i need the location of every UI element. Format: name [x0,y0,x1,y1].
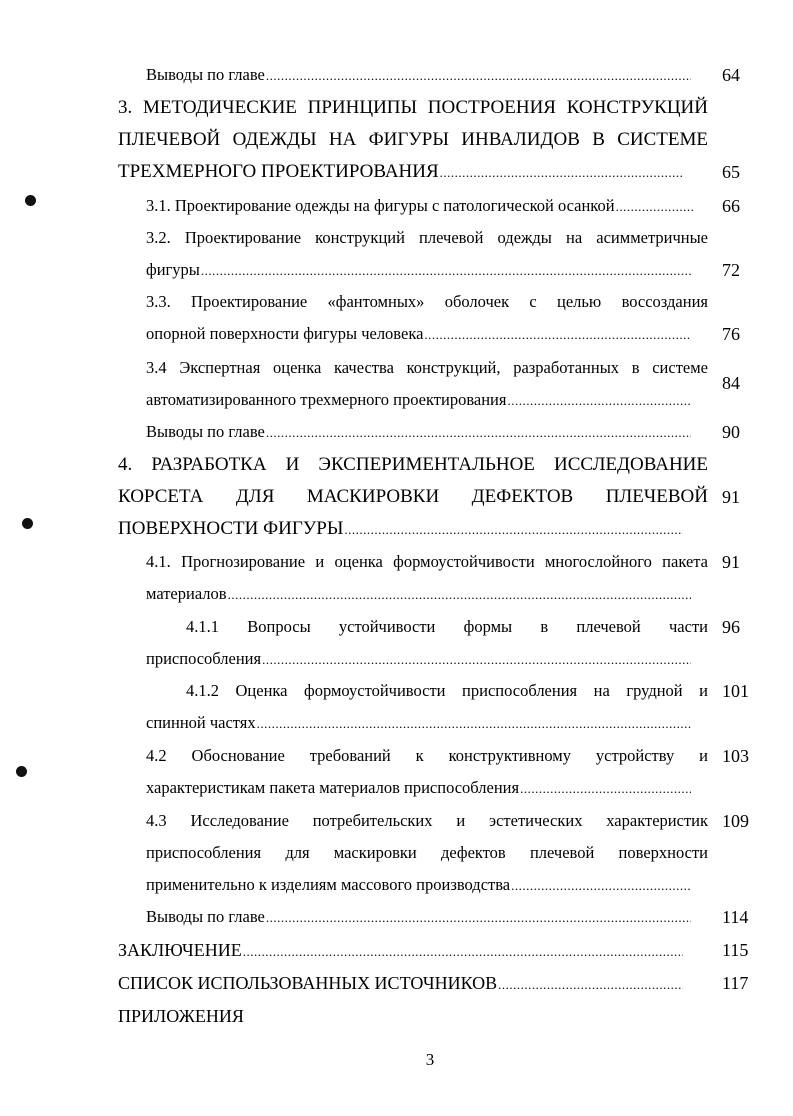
toc-section-4-1-1-line-2 [146,643,691,675]
toc-entry-text: опорной поверхности фигуры человека [146,324,424,343]
page-number: 3 [425,1050,435,1069]
toc-page-number: 84 [722,373,740,393]
toc-entry-text: ПОВЕРХНОСТИ ФИГУРЫ [118,518,344,539]
dot-leader [262,644,691,676]
toc-section-4-1-line-2 [146,578,691,610]
toc-entry-text: Выводы по главе [146,422,265,441]
dot-leader [266,417,691,449]
toc-entry-text: спинной частях [146,713,256,732]
dot-leader [440,157,683,189]
toc-section-3-4-line-2 [146,384,691,416]
dot-leader [511,870,691,902]
toc-page-number: 109 [722,811,749,831]
toc-entry-text: характеристикам пакета материалов приспособления [146,778,520,797]
dot-leader [266,60,691,92]
toc-page-number: 103 [722,746,749,766]
toc-section-4-2-line-2 [146,772,691,804]
toc-entry-conclusion [118,934,683,966]
toc-entry-text: ТРЕХМЕРНОГО ПРОЕКТИРОВАНИЯ [118,161,439,182]
toc-page-number: 76 [722,324,740,344]
toc-section-4-1-2-line-1: 4.1.2 Оценка формоустойчивости приспособления на грудной и [186,681,708,700]
toc-chapter-3-line-1: 3. МЕТОДИЧЕСКИЕ ПРИНЦИПЫ ПОСТРОЕНИЯ КОНСТРУКЦИЙ [118,97,708,118]
toc-page-number: 115 [722,940,749,960]
toc-entry-text: приспособления [146,649,262,668]
toc-chapter-4-line-1: 4. РАЗРАБОТКА И ЭКСПЕРИМЕНТАЛЬНОЕ ИССЛЕДОВАНИЕ [118,454,708,475]
toc-entry-text: Выводы по главе [146,907,265,926]
dot-leader [201,255,691,287]
toc-page-number: 91 [722,487,740,507]
toc-entry-text: Выводы по главе [146,65,265,84]
toc-chapter-4-line-3 [118,513,683,545]
toc-entry-text: применительно к изделиям массового производства [146,875,511,894]
toc-page-number: 117 [722,973,749,993]
toc-page-number: 66 [722,196,740,216]
toc-page-number: 65 [722,162,740,182]
toc-section-3-2-line-2 [146,254,691,286]
toc-section-4-1-2-line-2 [146,707,691,739]
toc-page-number: 101 [722,681,749,701]
toc-entry-conclusions-ch4 [146,901,691,933]
binder-hole-mark [25,195,36,206]
toc-entry-text: автоматизированного трехмерного проектирования [146,390,507,409]
binder-hole-mark [16,766,27,777]
toc-page-number: 64 [722,65,740,85]
toc-chapter-3-line-2: ПЛЕЧЕВОЙ ОДЕЖДЫ НА ФИГУРЫ ИНВАЛИДОВ В СИСТЕМЕ [118,129,708,150]
toc-section-3-1 [146,190,694,222]
toc-entry-text: материалов [146,584,227,603]
toc-page-number: 90 [722,422,740,442]
toc-section-4-1-line-1: 4.1. Прогнозирование и оценка формоустойчивости многослойного пакета [146,552,708,571]
toc-entry-text: 3.1. Проектирование одежды на фигуры с патологической осанкой [146,196,615,215]
toc-page-number: 91 [722,552,740,572]
toc-section-3-3-line-2 [146,318,691,350]
dot-leader [243,936,683,968]
toc-section-3-3-line-1: 3.3. Проектирование «фантомных» оболочек с целью воссоздания [146,292,708,311]
dot-leader [344,514,683,546]
toc-section-4-3-line-1: 4.3 Исследование потребительских и эстетических характеристик [146,811,708,830]
dot-leader [520,773,691,805]
toc-page-number: 114 [722,907,749,927]
toc-entry-conclusions-ch3 [146,416,691,448]
dot-leader [257,708,691,740]
toc-section-3-2-line-1: 3.2. Проектирование конструкций плечевой одежды на асимметричные [146,228,708,247]
toc-section-4-2-line-1: 4.2 Обоснование требований к конструктивному устройству и [146,746,708,765]
toc-section-4-3-line-3 [146,869,691,901]
dot-leader [498,969,683,1001]
binder-hole-mark [22,518,33,529]
toc-chapter-3-line-3 [118,156,683,188]
toc-entry-appendices: ПРИЛОЖЕНИЯ [118,1006,244,1026]
toc-entry-text: ЗАКЛЮЧЕНИЕ [118,940,242,960]
toc-section-3-4-line-1: 3.4 Экспертная оценка качества конструкций, разработанных в системе [146,358,708,377]
toc-entry-text: фигуры [146,260,200,279]
toc-entry-references [118,967,683,999]
toc-section-4-1-1-line-1: 4.1.1 Вопросы устойчивости формы в плечевой части [186,617,708,636]
toc-page-number: 72 [722,260,740,280]
toc-entry-conclusions-ch2 [146,59,691,91]
dot-leader [616,191,694,223]
dot-leader [228,579,691,611]
toc-page-number: 96 [722,617,740,637]
dot-leader [266,902,691,934]
toc-section-4-3-line-2: приспособления для маскировки дефектов плечевой поверхности [146,843,708,862]
dot-leader [424,319,691,351]
toc-chapter-4-line-2: КОРСЕТА ДЛЯ МАСКИРОВКИ ДЕФЕКТОВ ПЛЕЧЕВОЙ [118,486,708,507]
dot-leader [507,385,691,417]
toc-entry-text: СПИСОК ИСПОЛЬЗОВАННЫХ ИСТОЧНИКОВ [118,973,498,993]
